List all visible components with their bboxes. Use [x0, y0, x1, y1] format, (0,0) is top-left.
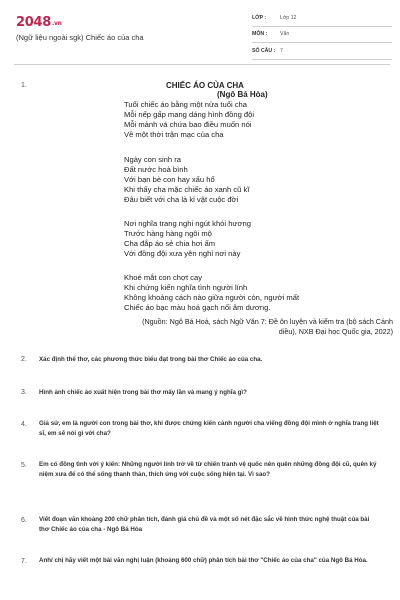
- poem-line: Đâu biết với cha là kỉ vật cuộc đời: [124, 195, 239, 204]
- question-text: Giả sử, em là người con trong bài thơ, khi được chứng kiến cảnh người cha viếng đồng đội mình ở nghĩa trang liệt sĩ, em sẽ nói gì với cha?: [39, 420, 379, 437]
- question-text: Xác định thể thơ, các phương thức biểu đạt trong bài thơ Chiếc áo của cha.: [39, 356, 263, 363]
- poem-line: Cha đắp áo sẻ chia hơi ấm: [124, 239, 216, 248]
- poem-source: [60, 317, 393, 337]
- poem-line: Nơi nghĩa trang nghi ngút khói hương: [124, 219, 251, 228]
- poem-line: Không khoảng cách nào giữa người còn, người mất: [124, 293, 300, 302]
- site-logo[interactable]: [16, 15, 62, 30]
- meta-row-class: [252, 10, 392, 27]
- poem-line: Với bạn bè con hay xấu hổ: [124, 175, 215, 184]
- question-number: 6.: [21, 517, 27, 524]
- meta-row-subject: [252, 27, 392, 44]
- poem-line: Khi thấy cha mặc chiếc áo xanh cũ kĩ: [124, 185, 250, 194]
- meta-label: LỚP :: [252, 14, 267, 21]
- meta-value: Lớp 12: [280, 14, 297, 21]
- meta-label: SỐ CÂU :: [252, 47, 276, 54]
- poem-line: Về một thời trận mạc của cha: [124, 130, 224, 139]
- meta-label: MÔN :: [252, 31, 268, 38]
- question-text: Anh/ chị hãy viết một bài văn nghị luận (khoảng 600 chữ) phân tích bài thơ "Chiếc áo của cha" của Ngô Bá Hòa.: [39, 557, 368, 564]
- document-meta: [252, 10, 392, 60]
- poem-line: Khi chứng kiến nghĩa tình người lính: [124, 283, 248, 292]
- question-text: Hình ảnh chiếc áo xuất hiện trong bài thơ mấy lần và mang ý nghĩa gì?: [39, 389, 247, 396]
- question-number: 4.: [21, 421, 27, 428]
- question-number: 2.: [21, 356, 27, 363]
- poem-line: Với đồng đội xưa yên nghỉ nơi này: [124, 249, 241, 258]
- poem-line: Trước hàng hàng ngôi mộ: [124, 229, 212, 238]
- question-text: Viết đoạn văn khoảng 200 chữ phân tích, đánh giá chủ đề và một số nét đặc sắc về hình thức nghệ thuật của bài thơ Chiếc áo của cha - Ngô Bá Hòa: [39, 516, 370, 533]
- poem-line: Mỗi mảnh vá chứa bao điều muốn nói: [124, 120, 252, 129]
- page-header: [0, 0, 400, 66]
- question-number: 1.: [21, 82, 27, 89]
- poem-line: Mỗi nếp gấp mang dáng hình đồng đội: [124, 110, 255, 119]
- question-number: 5.: [21, 462, 27, 469]
- poem-line: Ngày con sinh ra: [124, 155, 181, 164]
- poem-title: CHIẾC ÁO CỦA CHA: [166, 81, 244, 90]
- poem-line: Khoé mắt con chợt cay: [124, 273, 203, 282]
- poem-line: Đất nước hoà bình: [124, 165, 188, 174]
- document-title: (Ngữ liệu ngoài sgk) Chiếc áo của cha: [16, 33, 144, 42]
- header-divider: [14, 64, 390, 65]
- poem-line: Chiếc áo bạc màu hoá gạch nối âm dương.: [124, 303, 271, 312]
- meta-value: Văn: [280, 31, 290, 38]
- source-line: diều), NXB Đại học Quốc gia, 2022): [278, 327, 393, 336]
- question-text: Em có đồng tình với ý kiến: Những người lính trở về từ chiến tranh vệ quốc nên quên những đồng đội cũ, quên ký niệm xưa để có thể sống thanh thản, thích ứng với cuộc sống hiện tại. Vì sao?: [39, 461, 377, 478]
- question-number: 7.: [21, 558, 27, 565]
- logo-text: 2048: [16, 15, 51, 30]
- question-number: 3.: [21, 389, 27, 396]
- meta-row-question-count: [252, 43, 392, 60]
- meta-value: 7: [280, 47, 283, 54]
- logo-suffix: .vn: [51, 20, 62, 27]
- poem-line: Tuổi chiếc áo bằng một nửa tuổi cha: [124, 100, 248, 109]
- source-line: (Nguồn: Ngô Bá Hoà, sách Ngữ Văn 7: Đề ôn luyện và kiểm tra (bộ sách Cánh: [142, 317, 393, 326]
- poem-author: (Ngô Bá Hòa): [217, 90, 268, 99]
